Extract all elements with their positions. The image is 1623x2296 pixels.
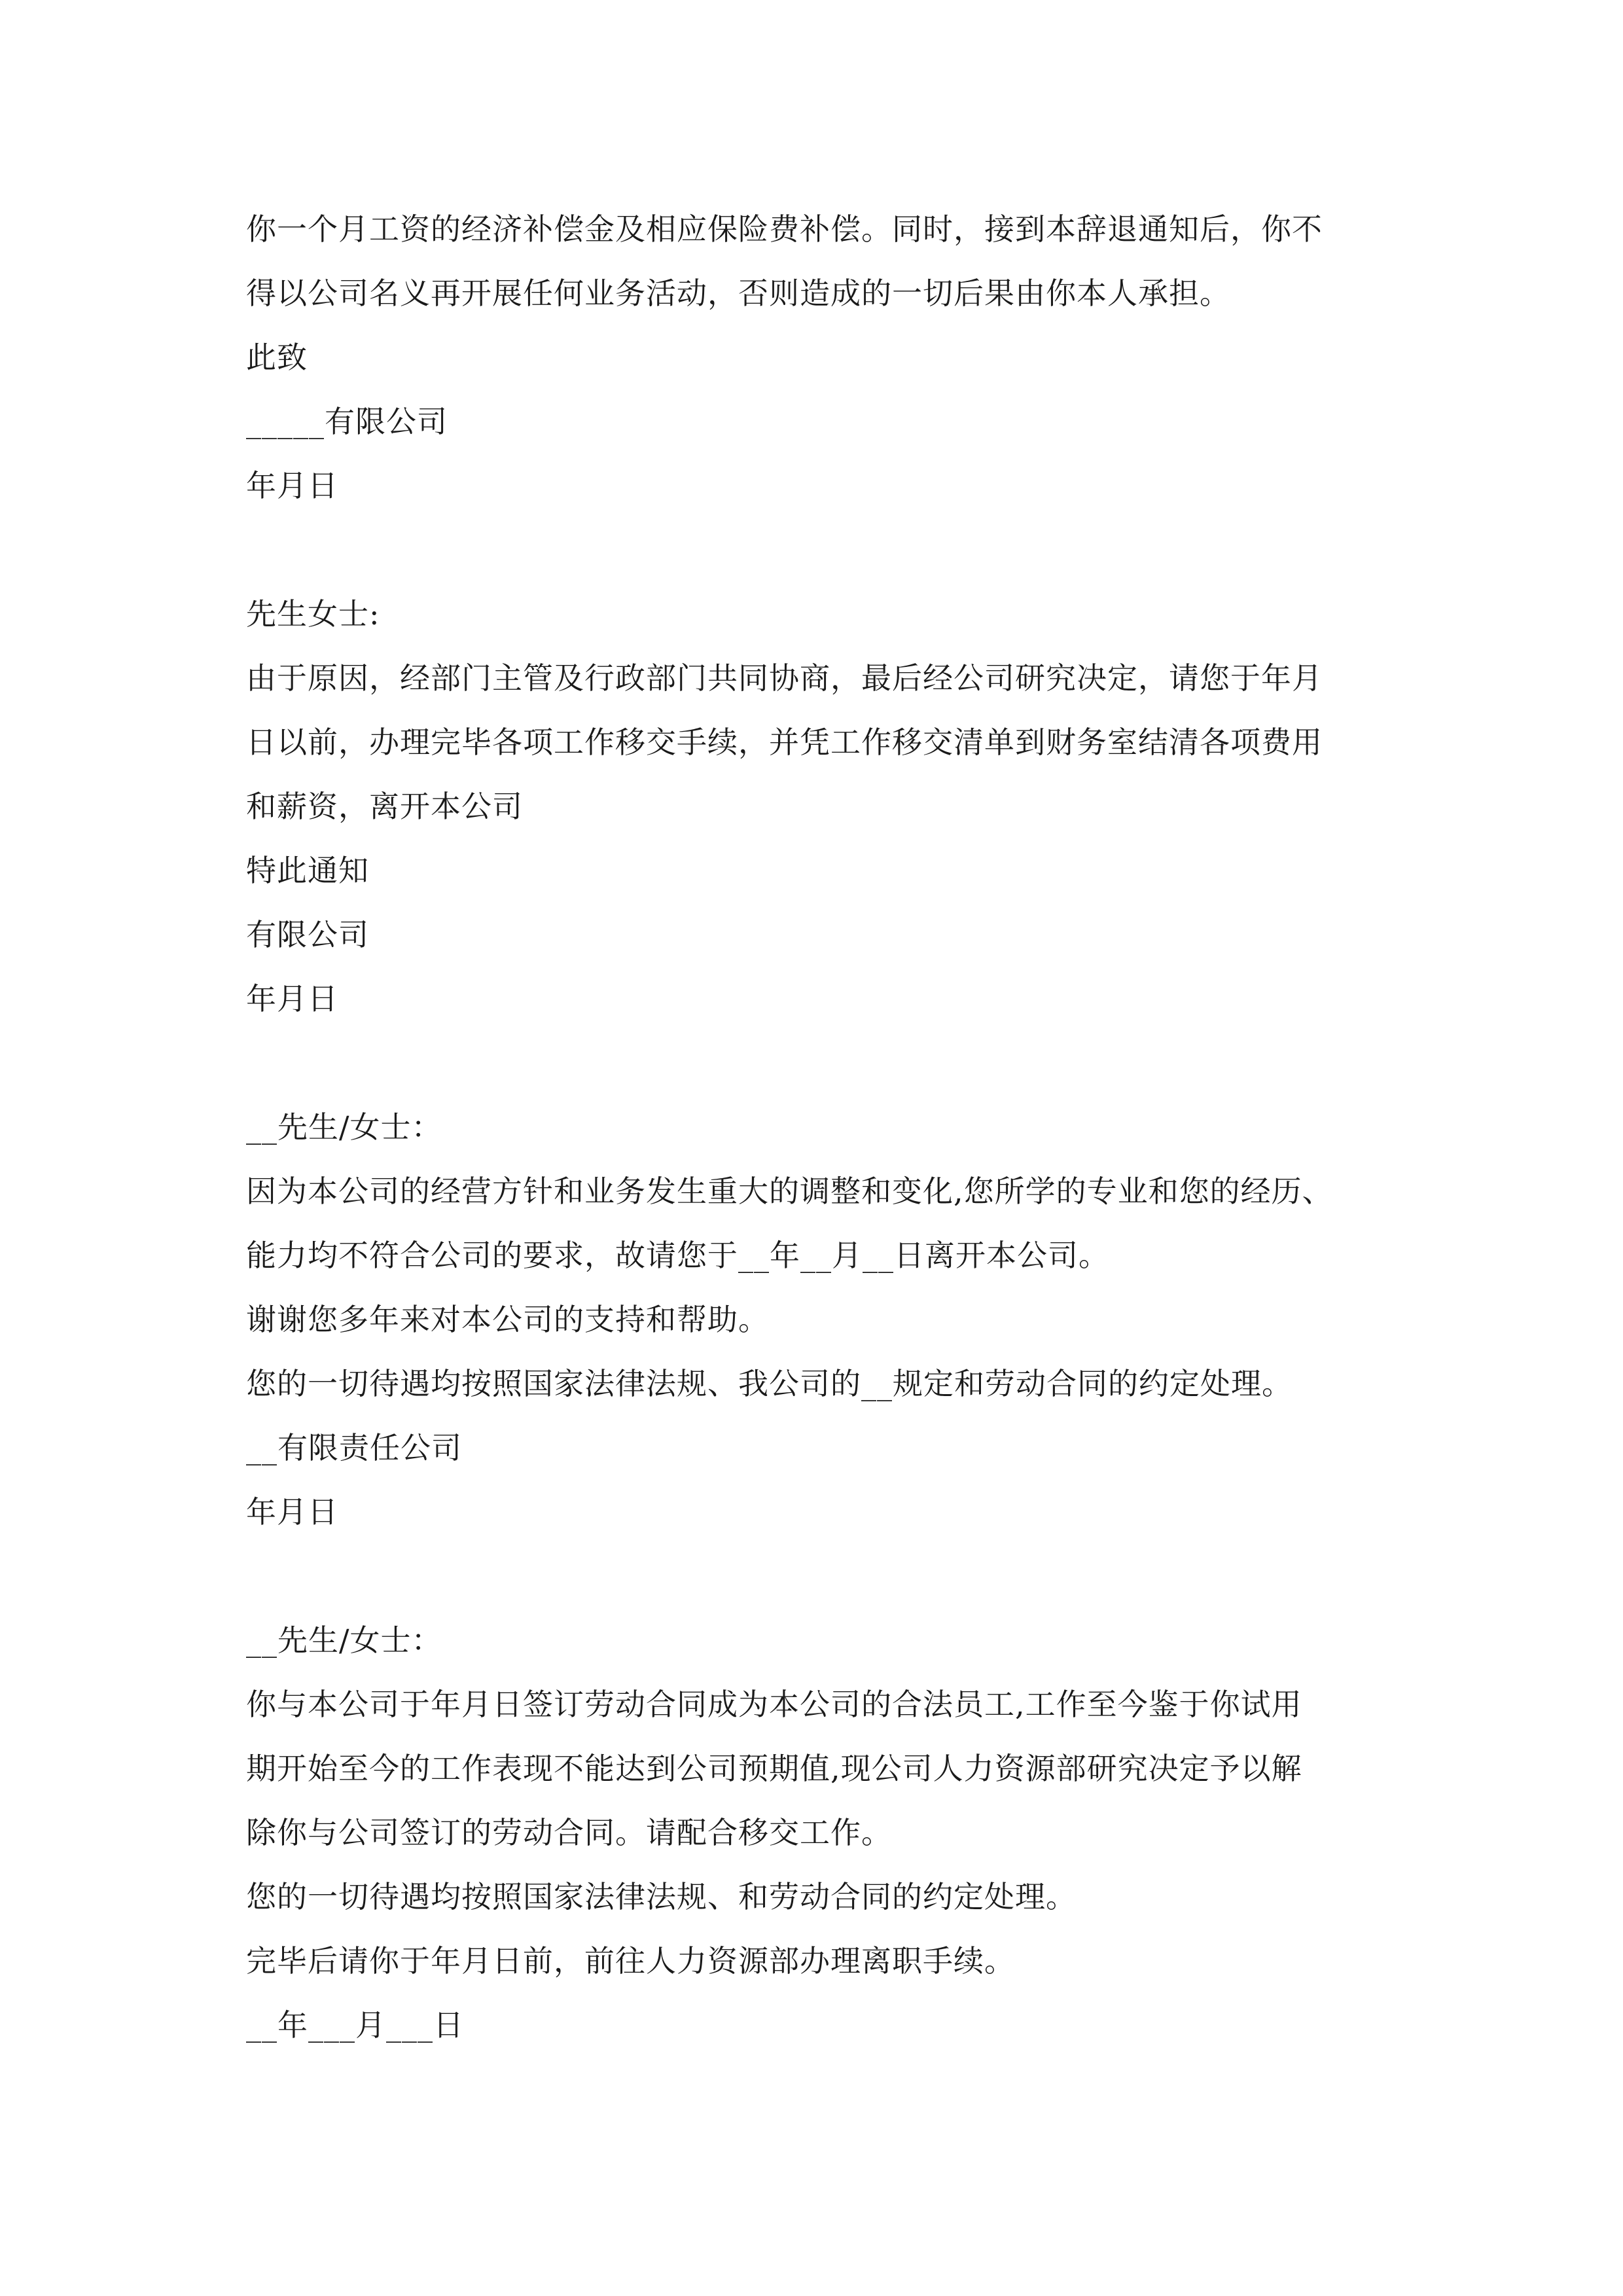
- paragraph-line: 您的一切待遇均按照国家法律法规、和劳动合同的约定处理。: [246, 1879, 1077, 1914]
- company-signature: 有限公司: [246, 917, 369, 952]
- paragraph-line: 由于原因，经部门主管及行政部门共同协商，最后经公司研究决定，请您于年月: [246, 660, 1323, 696]
- paragraph-line: 期开始至今的工作表现不能达到公司预期值,现公司人力资源部研究决定予以解: [246, 1751, 1302, 1786]
- company-signature: __有限责任公司: [246, 1430, 462, 1465]
- date-line: 年月日: [246, 1494, 338, 1530]
- company-signature: _____有限公司: [246, 404, 448, 439]
- paragraph-line: 完毕后请你于年月日前，前往人力资源部办理离职手续。: [246, 1943, 1015, 1979]
- paragraph-line: 能力均不符合公司的要求，故请您于__年__月__日离开本公司。: [246, 1238, 1109, 1273]
- paragraph-line: 得以公司名义再开展任何业务活动，否则造成的一切后果由你本人承担。: [246, 276, 1230, 311]
- paragraph-line: 除你与公司签订的劳动合同。请配合移交工作。: [246, 1815, 892, 1850]
- paragraph-line: 因为本公司的经营方针和业务发生重大的调整和变化,您所学的专业和您的经历、: [246, 1174, 1333, 1209]
- recipient-greeting: __先生/女士：: [246, 1109, 442, 1145]
- recipient-greeting: __先生/女士：: [246, 1623, 442, 1658]
- date-line: 年月日: [246, 981, 338, 1016]
- closing-salutation: 此致: [246, 340, 308, 375]
- date-line: 年月日: [246, 468, 338, 503]
- paragraph-line: 你与本公司于年月日签订劳动合同成为本公司的合法员工,工作至今鉴于你试用: [246, 1687, 1302, 1722]
- paragraph-line: 您的一切待遇均按照国家法律法规、我公司的__规定和劳动合同的约定处理。: [246, 1366, 1293, 1401]
- paragraph-line: 你一个月工资的经济补偿金及相应保险费补偿。同时，接到本辞退通知后，你不: [246, 211, 1323, 247]
- closing-salutation: 特此通知: [246, 853, 369, 888]
- paragraph-line: 谢谢您多年来对本公司的支持和帮助。: [246, 1302, 769, 1337]
- paragraph-line: 和薪资，离开本公司: [246, 789, 523, 824]
- recipient-greeting: 先生女士:: [246, 596, 380, 632]
- paragraph-line: 日以前，办理完毕各项工作移交手续，并凭工作移交清单到财务室结清各项费用: [246, 725, 1323, 760]
- date-line: __年___月___日: [246, 2007, 464, 2043]
